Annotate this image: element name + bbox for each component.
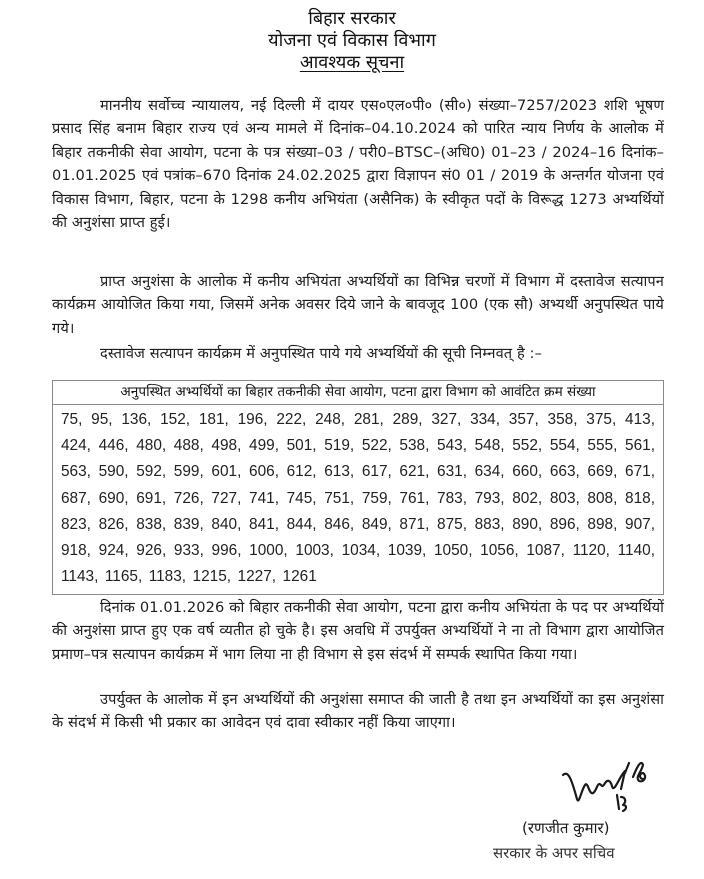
table-heading: अनुपस्थित अभ्यर्थियों का बिहार तकनीकी सेवा आयोग, पटना द्वारा विभाग को आवंटित क्रम संख्या	[53, 381, 663, 405]
paragraph-court-order: माननीय सर्वोच्च न्यायालय, नई दिल्ली में दायर एस०एल०पी० (सी०) संख्या–7257/2023 शशि भूषण प्रसाद सिंह बनाम बिहार राज्य एवं अन्य मामले में दिनांक–04.10.2024 को पारित न्याय निर्णय के आलोक में बिहार तकनीकी सेवा आयोग, पटना के पत्र संख्या–03 / परी0–BTSC–(अधि0) 01–23 / 2024–16 दिनांक–01.01.2025 एवं पत्रांक–670 दिनांक 24.02.2025 द्वारा विज्ञापन सं0 01 / 2019 के अन्तर्गत योजना एवं विकास विभाग, बिहार, पटना के 1298 कनीय अभियंता (असैनिक) के स्वीकृत पदों के विरूद्ध 1273 अभ्यर्थियों की अनुशंसा प्राप्त हुई।	[52, 97, 664, 232]
paragraph-verification: प्राप्त अनुशंसा के आलोक में कनीय अभियंता अभ्यर्थियों का विभिन्न चरणों में विभाग में दस्तावेज सत्यापन कार्यक्रम आयोजित किया गया, जिसमें अनेक अवसर दिये जाने के बावजूद 100 (एक सौ) अभ्यर्थी अनुपस्थित पाये गये।	[52, 273, 664, 337]
paragraph-cancellation: उपर्युक्त के आलोक में इन अभ्यर्थियों की अनुशंसा समाप्त की जाती है तथा इन अभ्यर्थियों का इस अनुशंसा के संदर्भ में किसी भी प्रकार का आवेदन एवं दावा स्वीकार नहीं किया जाएगा।	[52, 691, 664, 732]
department-name: योजना एवं विकास विभाग	[268, 30, 436, 51]
signatory-designation: सरकार के अपर सचिव	[493, 844, 615, 862]
paragraph-one-year-lapse: दिनांक 01.01.2026 को बिहार तकनीकी सेवा आयोग, पटना द्वारा कनीय अभियंता के पद पर अभ्यर्थियों की अनुशंसा प्राप्त हुए एक वर्ष व्यतीत हो चुके है। इस अवधि में उपर्युक्त अभ्यर्थियों ने ना तो विभाग द्वारा आयोजित प्रमाण–पत्र सत्यापन कार्यक्रम में भाग लिया ना ही विभाग से इस संदर्भ में सम्पर्क स्थापित किया गया।	[52, 599, 664, 663]
handwritten-signature-icon	[555, 755, 665, 815]
absent-candidates-table	[52, 380, 664, 595]
document-header	[0, 8, 704, 74]
government-name: बिहार सरकार	[308, 8, 396, 29]
signatory-name: (रणजीत कुमार)	[522, 819, 610, 837]
notice-title: आवश्यक सूचना	[299, 52, 405, 73]
paragraph-list-intro: दस्तावेज सत्यापन कार्यक्रम में अनुपस्थित पाये गये अभ्यर्थियों की सूची निम्नवत् है :–	[100, 345, 542, 362]
serial-number-list: 75, 95, 136, 152, 181, 196, 222, 248, 281, 289, 327, 334, 357, 358, 375, 413, 424, 446, 480, 488, 498, 499, 501, 519, 522, 538, 543, 548, 552, 554, 555, 561, 563, 590, 592, 599, 601, 606, 612, 613, 617, 621, 631, 634, 660, 663, 669, 671, 687, 690, 691, 726, 727, 741, 745, 751, 759, 761, 783, 793, 802, 803, 808, 818, 823, 826, 838, 839, 840, 841, 844, 846, 849, 871, 875, 883, 890, 896, 898, 907, 918, 924, 926, 933, 996, 1000, 1003, 1034, 1039, 1050, 1056, 1087, 1120, 1140, 1143, 1165, 1183, 1215, 1227, 1261	[61, 411, 655, 586]
